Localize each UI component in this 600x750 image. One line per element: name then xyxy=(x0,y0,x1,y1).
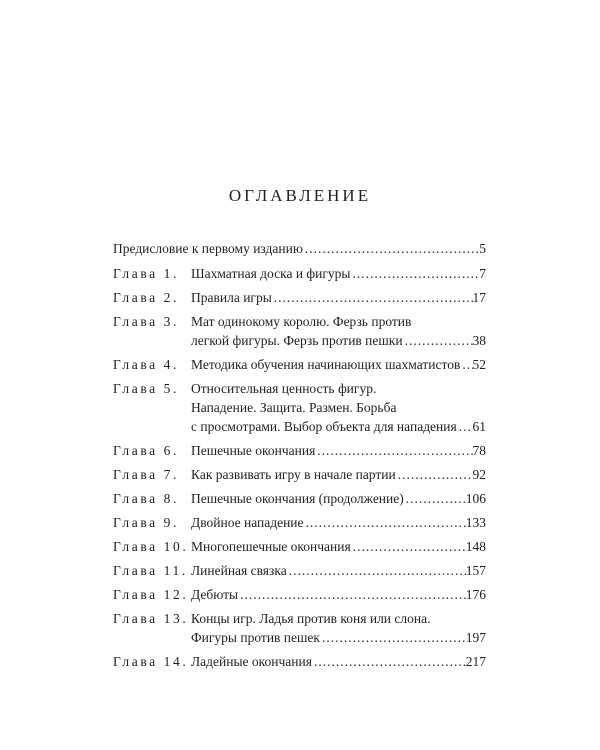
chapter-list xyxy=(113,264,486,671)
chapter-title-line: Правила игры xyxy=(191,290,272,305)
chapter-title-line: Методика обучения начинающих шахматистов xyxy=(191,357,461,372)
chapter-title-last-line xyxy=(191,288,486,307)
dot-leader xyxy=(320,628,466,647)
chapter-label: Глава 3. xyxy=(113,314,180,329)
chapter-title-last-line xyxy=(191,628,486,647)
toc-entry-chapter-2[interactable] xyxy=(113,288,486,307)
page-title: ОГЛАВЛЕНИЕ xyxy=(228,186,372,205)
dot-leader xyxy=(403,331,473,350)
chapter-title-block xyxy=(191,288,486,307)
chapter-title-last-line xyxy=(191,264,486,283)
dot-leader xyxy=(272,288,473,307)
chapter-title-line: Линейная связка xyxy=(191,563,287,578)
toc-page-number: 217 xyxy=(465,654,486,669)
toc-entry-chapter-14[interactable] xyxy=(113,652,486,671)
toc-entry-chapter-13[interactable] xyxy=(113,609,486,647)
toc-entry-chapter-10[interactable] xyxy=(113,537,486,556)
chapter-title-last-line xyxy=(191,331,486,350)
chapter-title-block xyxy=(191,537,486,556)
toc-entry-chapter-11[interactable] xyxy=(113,561,486,580)
toc-page-number: 78 xyxy=(472,443,486,458)
chapter-label: Глава 10. xyxy=(113,539,189,554)
toc-page-number: 5 xyxy=(479,241,486,256)
toc-page-number: 133 xyxy=(465,515,486,530)
toc-entry-chapter-12[interactable] xyxy=(113,585,486,604)
toc-entry-chapter-4[interactable] xyxy=(113,355,486,374)
dot-leader xyxy=(404,489,466,508)
chapter-title-line: Многопешечные окончания xyxy=(191,539,351,554)
toc-page-number: 157 xyxy=(465,563,486,578)
chapter-title-block xyxy=(191,264,486,283)
chapter-title-line: Нападение. Защита. Размен. Борьба xyxy=(191,400,397,415)
chapter-title-block xyxy=(191,355,486,374)
chapter-title-line: Как развивать игру в начале партии xyxy=(191,467,396,482)
toc-entry-preface[interactable] xyxy=(113,239,486,258)
chapter-title-last-line xyxy=(191,441,486,460)
toc-page-number: 106 xyxy=(465,491,486,506)
dot-leader xyxy=(303,239,479,258)
chapter-label: Глава 13. xyxy=(113,611,189,626)
dot-leader xyxy=(312,652,466,671)
toc-entry-chapter-3[interactable] xyxy=(113,312,486,350)
chapter-title-line: Концы игр. Ладья против коня или слона. xyxy=(191,611,431,626)
chapter-title-block xyxy=(191,441,486,460)
chapter-label: Глава 11. xyxy=(113,563,188,578)
chapter-title-line: с просмотрами. Выбор объекта для нападения xyxy=(191,419,457,434)
toc-page-number: 17 xyxy=(472,290,486,305)
chapter-label: Глава 8. xyxy=(113,491,180,506)
chapter-title-last-line xyxy=(191,355,486,374)
chapter-title-block xyxy=(191,379,486,436)
chapter-title-line: Ладейные окончания xyxy=(191,654,312,669)
chapter-title-line: Двойное нападение xyxy=(191,515,304,530)
chapter-title-last-line xyxy=(191,561,486,580)
chapter-title-block xyxy=(191,465,486,484)
toc-page-number: 148 xyxy=(465,539,486,554)
chapter-label: Глава 7. xyxy=(113,467,180,482)
chapter-title-block xyxy=(191,489,486,508)
dot-leader xyxy=(396,465,473,484)
toc-entry-chapter-1[interactable] xyxy=(113,264,486,283)
toc-page-number: 7 xyxy=(479,266,486,281)
chapter-label: Глава 12. xyxy=(113,587,189,602)
dot-leader xyxy=(460,355,472,374)
toc-page-number: 92 xyxy=(472,467,486,482)
chapter-title-block xyxy=(191,585,486,604)
toc-entry-chapter-6[interactable] xyxy=(113,441,486,460)
chapter-title-block xyxy=(191,561,486,580)
chapter-title-last-line xyxy=(191,513,486,532)
toc-entry-chapter-5[interactable] xyxy=(113,379,486,436)
chapter-label: Глава 2. xyxy=(113,290,180,305)
toc-page-number: 176 xyxy=(465,587,486,602)
chapter-label: Глава 14. xyxy=(113,654,189,669)
chapter-label: Глава 9. xyxy=(113,515,180,530)
chapter-title-line: Дебюты xyxy=(191,587,239,602)
chapter-title-block xyxy=(191,513,486,532)
chapter-title-block xyxy=(191,312,486,350)
toc-entry-title: Предисловие к первому изданию xyxy=(113,241,303,256)
chapter-title-last-line xyxy=(191,417,486,436)
chapter-title-line: Пешечные окончания (продолжение) xyxy=(191,491,404,506)
chapter-label: Глава 6. xyxy=(113,443,180,458)
toc-page-number: 52 xyxy=(472,357,486,372)
toc-entry-chapter-8[interactable] xyxy=(113,489,486,508)
toc-entry-chapter-7[interactable] xyxy=(113,465,486,484)
chapter-title-last-line xyxy=(191,537,486,556)
chapter-title-last-line xyxy=(191,465,486,484)
dot-leader xyxy=(315,441,472,460)
chapter-label: Глава 5. xyxy=(113,381,180,396)
dot-leader xyxy=(304,513,466,532)
toc-page-number: 197 xyxy=(465,630,486,645)
chapter-title-line: легкой фигуры. Ферзь против пешки xyxy=(191,333,403,348)
toc-entry-chapter-9[interactable] xyxy=(113,513,486,532)
chapter-title-line: Шахматная доска и фигуры xyxy=(191,266,351,281)
chapter-title-last-line xyxy=(191,652,486,671)
chapter-title-last-line xyxy=(191,489,486,508)
chapter-title-line: Относительная ценность фигур. xyxy=(191,381,377,396)
chapter-label: Глава 4. xyxy=(113,357,180,372)
dot-leader xyxy=(287,561,466,580)
dot-leader xyxy=(351,537,466,556)
toc-page-number: 38 xyxy=(472,333,486,348)
dot-leader xyxy=(457,417,473,436)
chapter-label: Глава 1. xyxy=(113,266,180,281)
chapter-title-last-line xyxy=(191,585,486,604)
chapter-title-line: Мат одинокому королю. Ферзь против xyxy=(191,314,412,329)
chapter-title-block xyxy=(191,609,486,647)
table-of-contents xyxy=(113,239,486,671)
chapter-title-block xyxy=(191,652,486,671)
dot-leader xyxy=(351,264,480,283)
toc-page-number: 61 xyxy=(472,419,486,434)
dot-leader xyxy=(238,585,466,604)
chapter-title-line: Пешечные окончания xyxy=(191,443,316,458)
chapter-title-line: Фигуры против пешек xyxy=(191,630,320,645)
